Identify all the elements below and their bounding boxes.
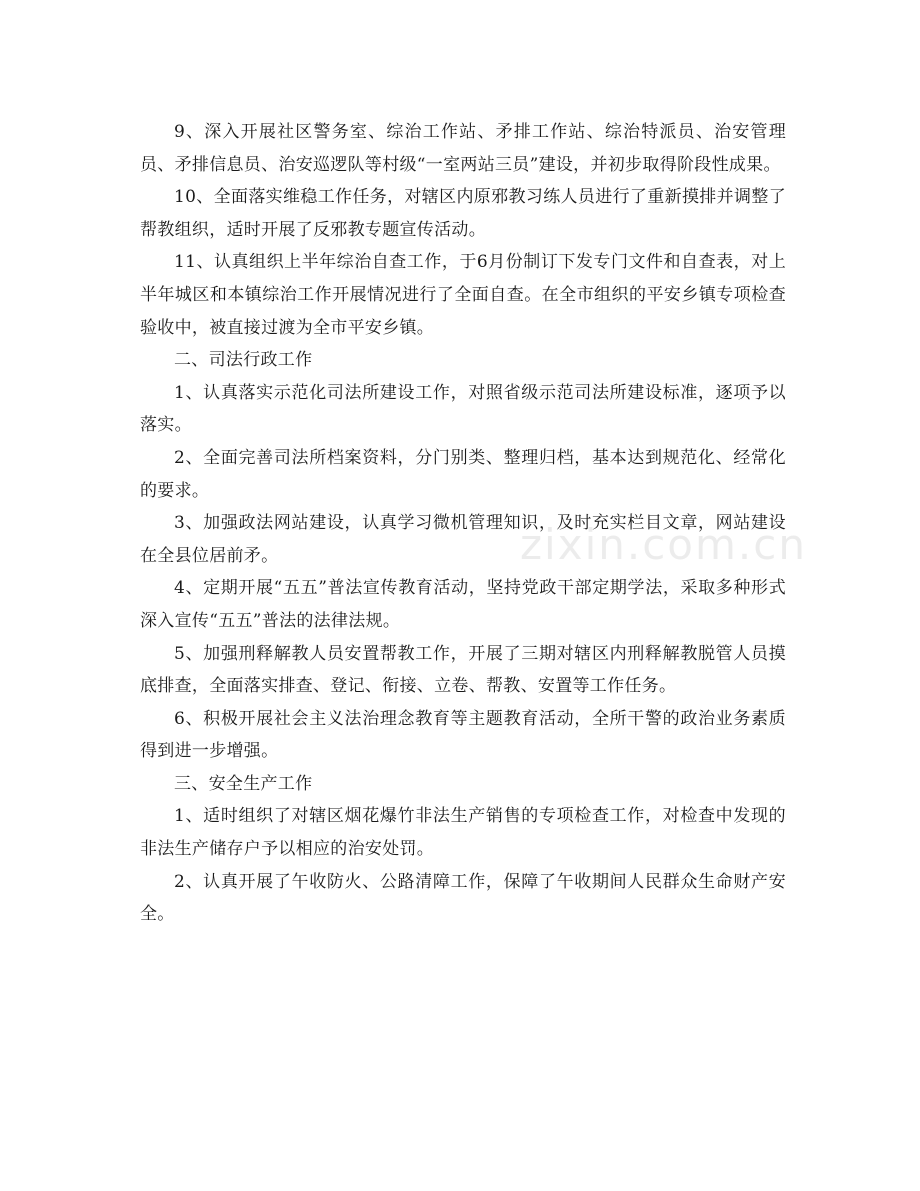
paragraph-item-10: 10、全面落实维稳工作任务，对辖区内原邪教习练人员进行了重新摸排并调整了帮教组织，适时开展了反邪教专题宣传活动。 [140, 187, 786, 240]
paragraph-judicial-4: 4、定期开展“五五”普法宣传教育活动，坚持党政干部定期学法，采取多种形式深入宣传“五五”普法的法律法规。 [140, 578, 786, 631]
section-heading-judicial: 二、司法行政工作 [174, 350, 313, 371]
paragraph-judicial-2: 2、全面完善司法所档案资料，分门别类、整理归档，基本达到规范化、经常化的要求。 [140, 447, 786, 501]
section-heading-safety: 三、安全生产工作 [174, 773, 313, 794]
watermark: zixin.com.cn [520, 520, 807, 569]
paragraph-safety-2: 2、认真开展了午收防火、公路清障工作，保障了午收期间人民群众生命财产安全。 [140, 871, 786, 925]
document-body [140, 116, 786, 931]
paragraph-safety-1: 1、适时组织了对辖区烟花爆竹非法生产销售的专项检查工作，对检查中发现的非法生产储存户予以相应的治安处罚。 [140, 806, 786, 860]
paragraph-judicial-1: 1、认真落实示范化司法所建设工作，对照省级示范司法所建设标准，逐项予以落实。 [140, 382, 786, 436]
paragraph-judicial-3: 3、加强政法网站建设，认真学习微机管理知识，及时充实栏目文章，网站建设在全县位居前矛。 [140, 513, 786, 566]
paragraph-judicial-5: 5、加强刑释解教人员安置帮教工作，开展了三期对辖区内刑释解教脱管人员摸底排查，全面落实排查、登记、衔接、立卷、帮教、安置等工作任务。 [140, 643, 786, 697]
paragraph-item-11: 11、认真组织上半年综治自查工作，于6月份制订下发专门文件和自查表，对上半年城区和本镇综治工作开展情况进行了全面自查。在全市组织的平安乡镇专项检查验收中，被直接过渡为全市平安乡镇。 [140, 252, 786, 338]
paragraph-judicial-6: 6、积极开展社会主义法治理念教育等主题教育活动，全所干警的政治业务素质得到进一步增强。 [140, 708, 786, 762]
paragraph-item-9: 9、深入开展社区警务室、综治工作站、矛排工作站、综治特派员、治安管理员、矛排信息员、治安巡逻队等村级“一室两站三员”建设，并初步取得阶段性成果。 [140, 122, 786, 175]
